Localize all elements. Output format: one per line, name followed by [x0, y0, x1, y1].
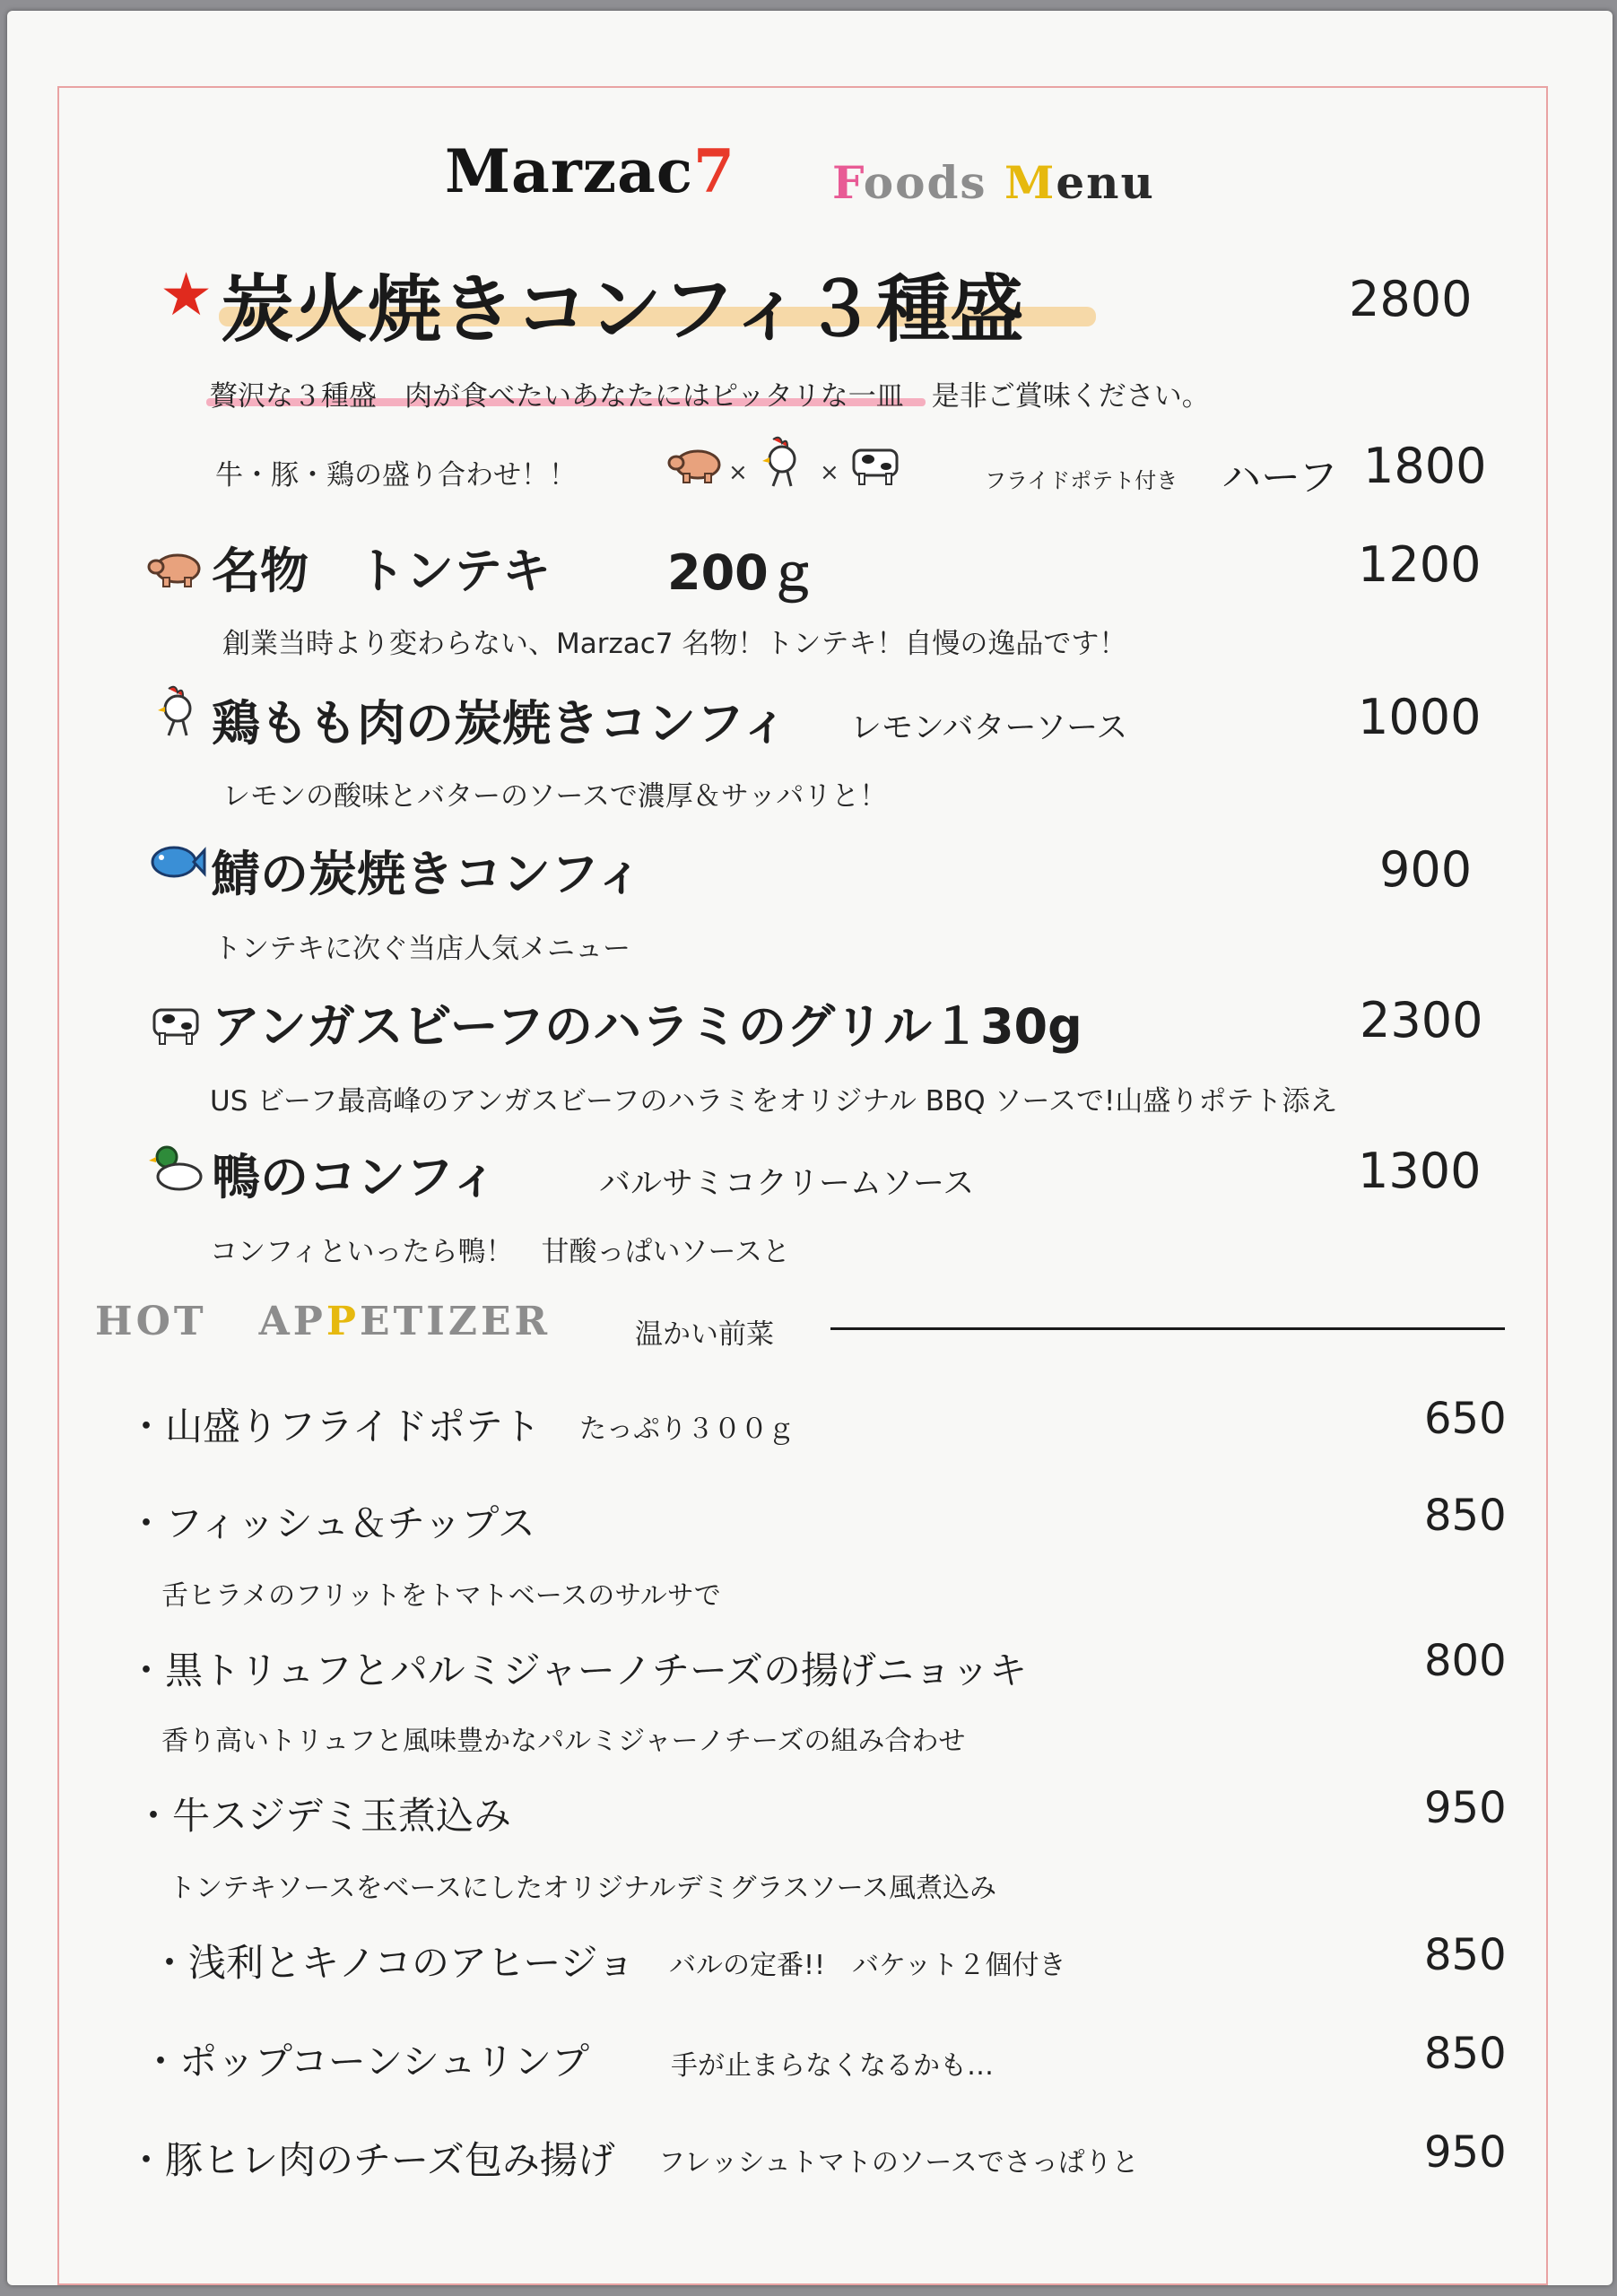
main-description: レモンの酸味とバターのソースで濃厚＆サッパリと！ — [222, 780, 888, 813]
foods-rest: oods — [863, 156, 987, 209]
appetizer-price: 800 — [1424, 1636, 1507, 1686]
appetizer-price: 850 — [1424, 1930, 1507, 1980]
appetizer-name: ・フィッシュ＆チップス — [127, 1501, 535, 1545]
half-price: 1800 — [1363, 438, 1487, 494]
menu-subtitle — [832, 156, 1155, 209]
appetizer-note: 手が止まらなくなるかも… — [671, 2050, 994, 2082]
brand-text: Marzac — [445, 136, 694, 206]
main-sauce: バルサミコクリームソース — [599, 1166, 975, 1202]
appetizer-name: ・豚ヒレ肉のチーズ包み揚げ — [127, 2138, 615, 2182]
fish-icon — [147, 839, 206, 891]
appetizer-name: ・ポップコーンシュリンプ — [142, 2039, 590, 2083]
appetizer-description: トンテキソースをベースにしたオリジナルデミグラスソース風煮込み — [169, 1873, 997, 1904]
menu-page — [7, 11, 1613, 2285]
cow-icon — [847, 441, 906, 495]
app-highlight-letter: P — [326, 1299, 360, 1344]
pig-icon — [667, 441, 725, 493]
menu-word: Menu — [1004, 156, 1155, 209]
main-price: 1300 — [1358, 1143, 1482, 1199]
potato-note: フライドポテト付き — [985, 468, 1178, 493]
pig-icon — [147, 545, 204, 597]
appetizer-name: ・黒トリュフとパルミジャーノチーズの揚げニョッキ — [127, 1648, 1027, 1692]
hot-word: HOT — [95, 1299, 207, 1344]
appetizer-description: 舌ヒラメのフリットをトマトベースのサルサで — [161, 1580, 721, 1612]
main-price: 1200 — [1358, 536, 1482, 593]
times-sign-1: × — [728, 459, 748, 486]
appetizer-name: ・牛スジデミ玉煮込み — [135, 1794, 512, 1838]
main-description: US ビーフ最高峰のアンガスビーフのハラミをオリジナル BBQ ソースで!山盛りポテト添え — [210, 1085, 1338, 1118]
main-name: 名物 トンテキ — [212, 543, 551, 599]
app-rest: ETIZER — [359, 1299, 552, 1344]
appetizer-name: ・山盛りフライドポテト — [127, 1405, 541, 1448]
section-divider — [830, 1327, 1505, 1330]
main-name: アンガスビーフのハラミのグリル１30g — [212, 998, 1082, 1055]
appetizer-price: 950 — [1424, 2127, 1507, 2178]
main-sauce: レモンバターソース — [850, 710, 1128, 746]
appetizer-note: フレッシュトマトのソースでさっぱりと — [658, 2147, 1139, 2179]
chicken-icon — [151, 682, 208, 746]
featured-price: 2800 — [1349, 271, 1473, 327]
appetizer-heading-jp: 温かい前菜 — [635, 1318, 774, 1351]
main-price: 900 — [1379, 841, 1473, 898]
half-label: ハーフ — [1221, 455, 1338, 500]
brand-number: 7 — [693, 136, 735, 206]
main-description: 創業当時より変わらない、Marzac7 名物！トンテキ！自慢の逸品です！ — [222, 628, 1127, 660]
main-name: 鯖の炭焼きコンフィ — [212, 846, 644, 902]
appetizer-price: 950 — [1424, 1783, 1507, 1833]
chicken-icon — [755, 432, 813, 497]
main-description: コンフィといったら鴨！ 甘酸っぱいソースと — [210, 1236, 790, 1268]
main-weight: 200ｇ — [667, 544, 817, 601]
hot-appetizer-heading — [95, 1299, 551, 1344]
duck-icon — [147, 1143, 204, 1202]
times-sign-2: × — [820, 459, 839, 486]
featured-dish-name: 炭火焼きコンフィ３種盛 — [221, 267, 1024, 352]
appetizer-price: 850 — [1424, 1491, 1507, 1541]
app-prefix: AP — [258, 1299, 326, 1344]
star-icon: ★ — [160, 260, 213, 329]
cow-icon — [147, 1001, 206, 1055]
appetizer-note: バルの定番!! バケット２個付き — [669, 1950, 1066, 1981]
main-name: 鴨のコンフィ — [212, 1149, 499, 1205]
appetizer-price: 650 — [1424, 1394, 1507, 1444]
appetizer-note: たっぷり３００ｇ — [579, 1413, 795, 1445]
main-name: 鶏もも肉の炭焼きコンフィ — [212, 695, 789, 752]
appetizer-description: 香り高いトリュフと風味豊かなパルミジャーノチーズの組み合わせ — [161, 1726, 966, 1757]
featured-description: 贅沢な３種盛 肉が食べたいあなたにはピッタリな一皿 是非ご賞味ください。 — [210, 380, 1210, 413]
combo-text: 牛・豚・鶏の盛り合わせ！！ — [215, 459, 577, 491]
restaurant-name — [445, 136, 735, 206]
main-price: 2300 — [1360, 992, 1483, 1048]
foods-word: Foods — [832, 156, 987, 209]
main-price: 1000 — [1358, 689, 1482, 745]
appetizer-price: 850 — [1424, 2029, 1507, 2079]
appetizer-name: ・浅利とキノコのアヒージョ — [151, 1941, 635, 1985]
main-description: トンテキに次ぐ当店人気メニュー — [213, 933, 630, 965]
